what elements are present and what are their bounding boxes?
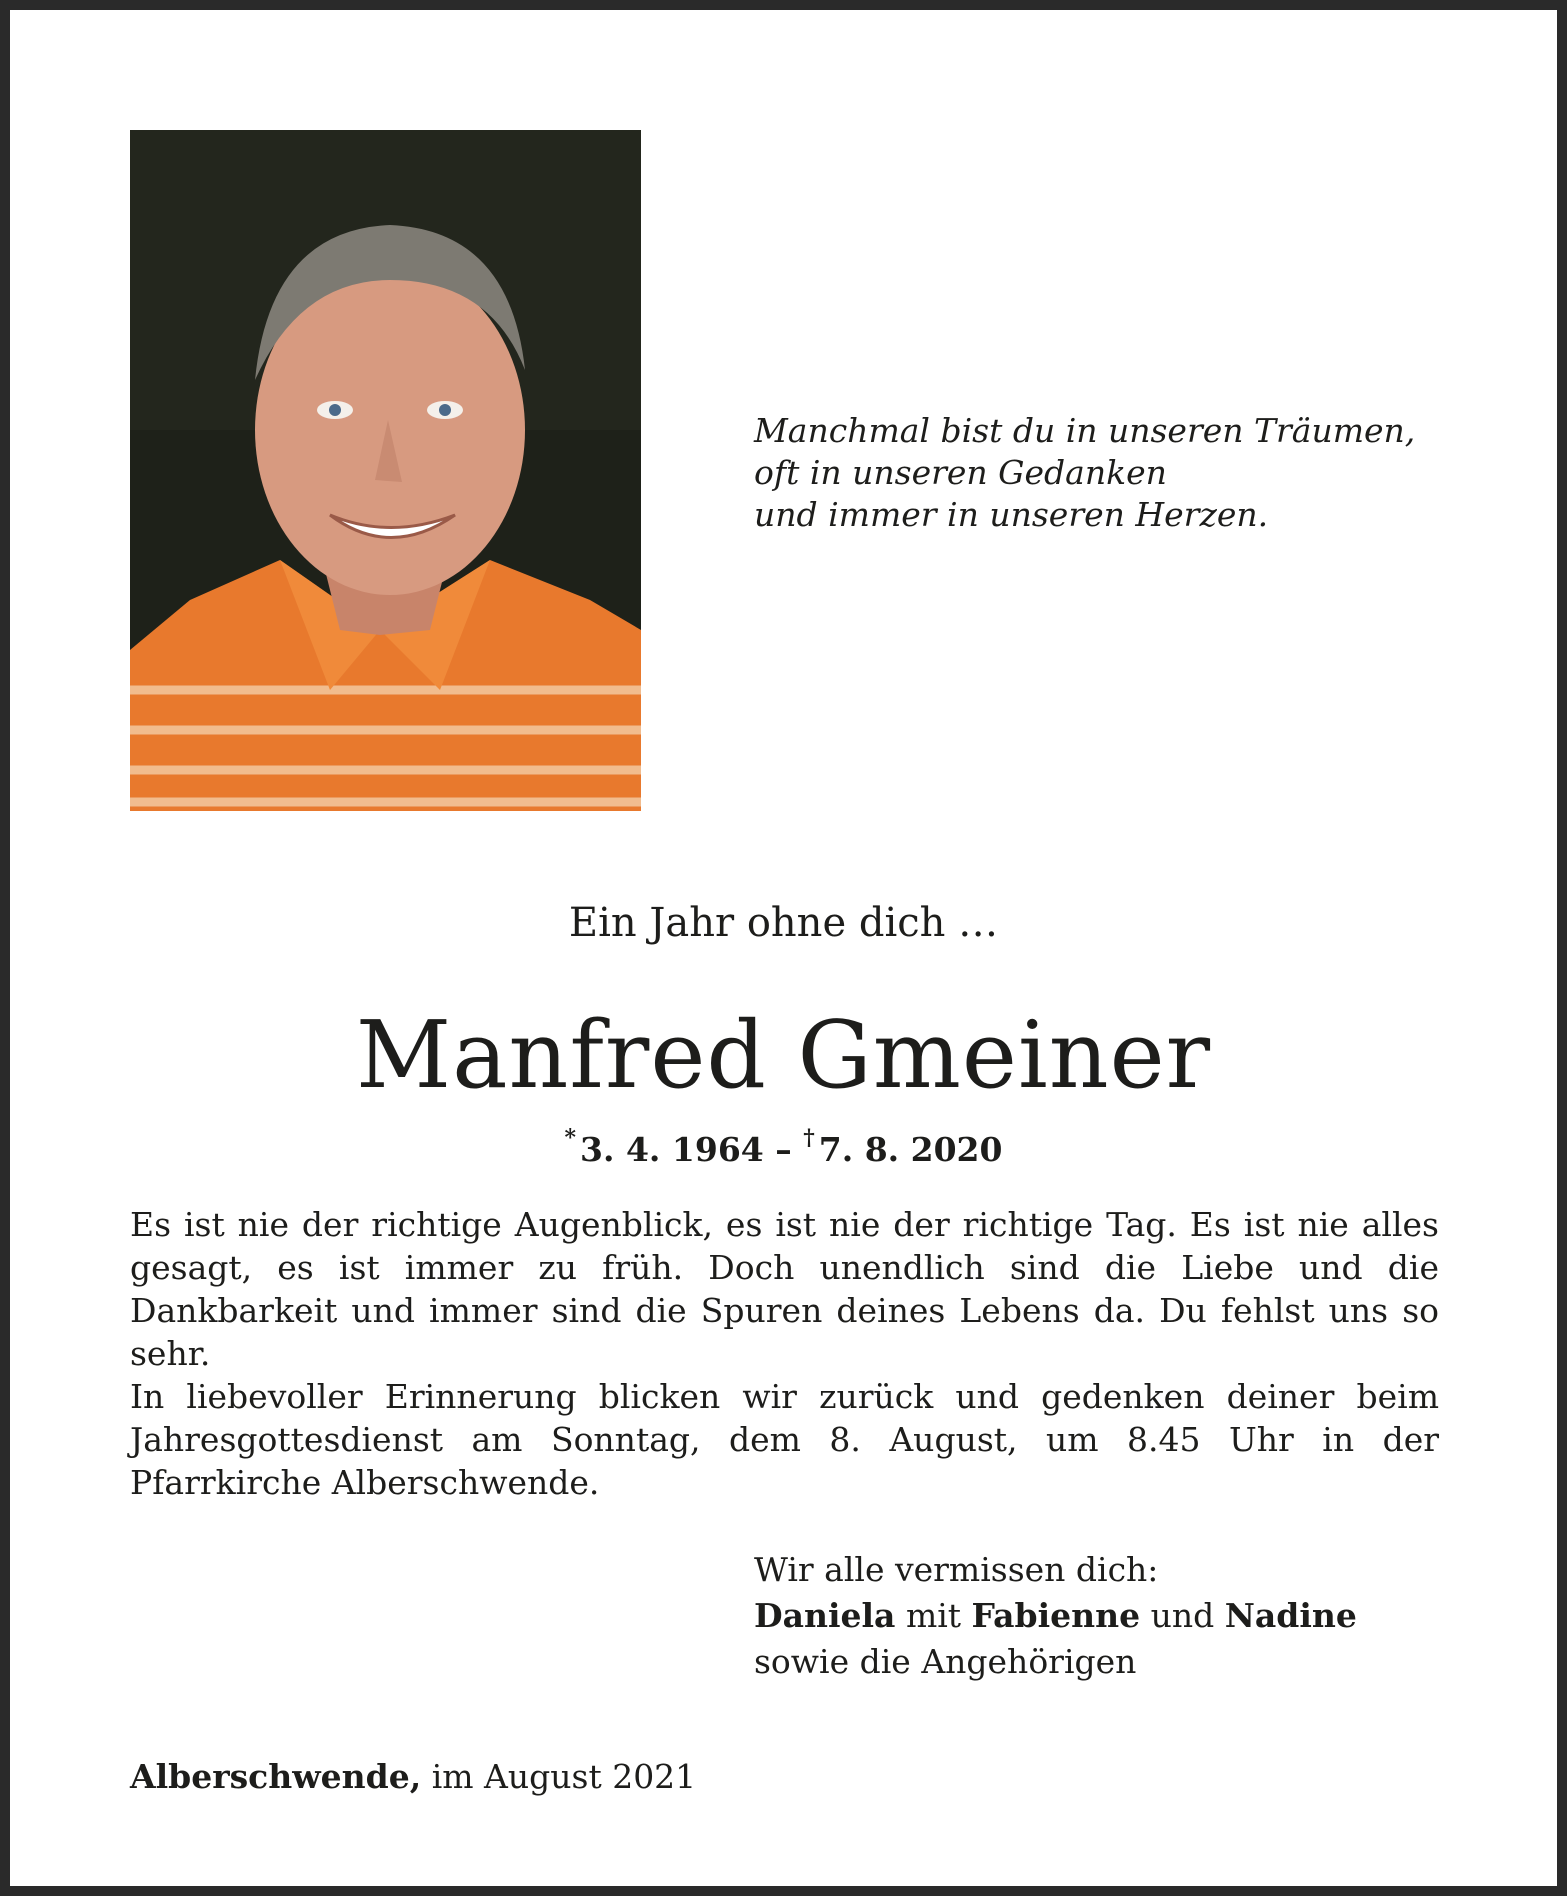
portrait-photo [130,130,641,811]
birth-symbol: * [564,1125,577,1151]
death-date: 7. 8. 2020 [818,1130,1003,1169]
signature-intro: Wir alle vermissen dich: [754,1550,1159,1589]
signature-block [754,1547,1357,1685]
portrait-image [130,130,641,811]
family-join-1: mit [895,1596,972,1635]
lead-line: Ein Jahr ohne dich … [568,900,999,946]
family-name-3: Nadine [1224,1596,1357,1635]
signature-family [754,1593,1357,1639]
death-symbol: † [803,1125,815,1151]
birth-date: 3. 4. 1964 [580,1130,764,1169]
obituary-card [10,10,1557,1886]
quote-line-2: oft in unseren Gedanken [754,453,1167,492]
life-dates [10,1125,1557,1169]
place-date: im August 2021 [421,1757,697,1796]
place-town: Alberschwende, [130,1757,422,1796]
quote-line-3: und immer in unseren Herzen. [754,495,1269,534]
family-name-1: Daniela [754,1596,896,1635]
place-and-date [130,1757,696,1796]
memorial-quote [754,410,1415,536]
family-join-2: und [1140,1596,1225,1635]
quote-line-1: Manchmal bist du in unseren Träumen, [754,411,1416,450]
signature-relatives: sowie die Angehörigen [754,1642,1137,1681]
family-name-2: Fabienne [971,1596,1141,1635]
paragraph-remembrance: Es ist nie der richtige Augenblick, es ist nie der richtige Tag. Es ist nie alles gesagt, es ist immer zu früh. Doch unendlich sind die Liebe und die Dankbarkeit und immer sind die Spuren deines Lebens da. Du fehlst uns so sehr. [130,1205,1439,1373]
date-separator: – [763,1130,804,1169]
deceased-name: Manfred Gmeiner [355,1001,1212,1109]
paragraph-service: In liebevoller Erinnerung blicken wir zurück und gedenken deiner beim Jahresgottesdienst am Sonntag, dem 8. August, um 8.45 Uhr in der Pfarrkirche Alberschwende. [130,1377,1439,1502]
